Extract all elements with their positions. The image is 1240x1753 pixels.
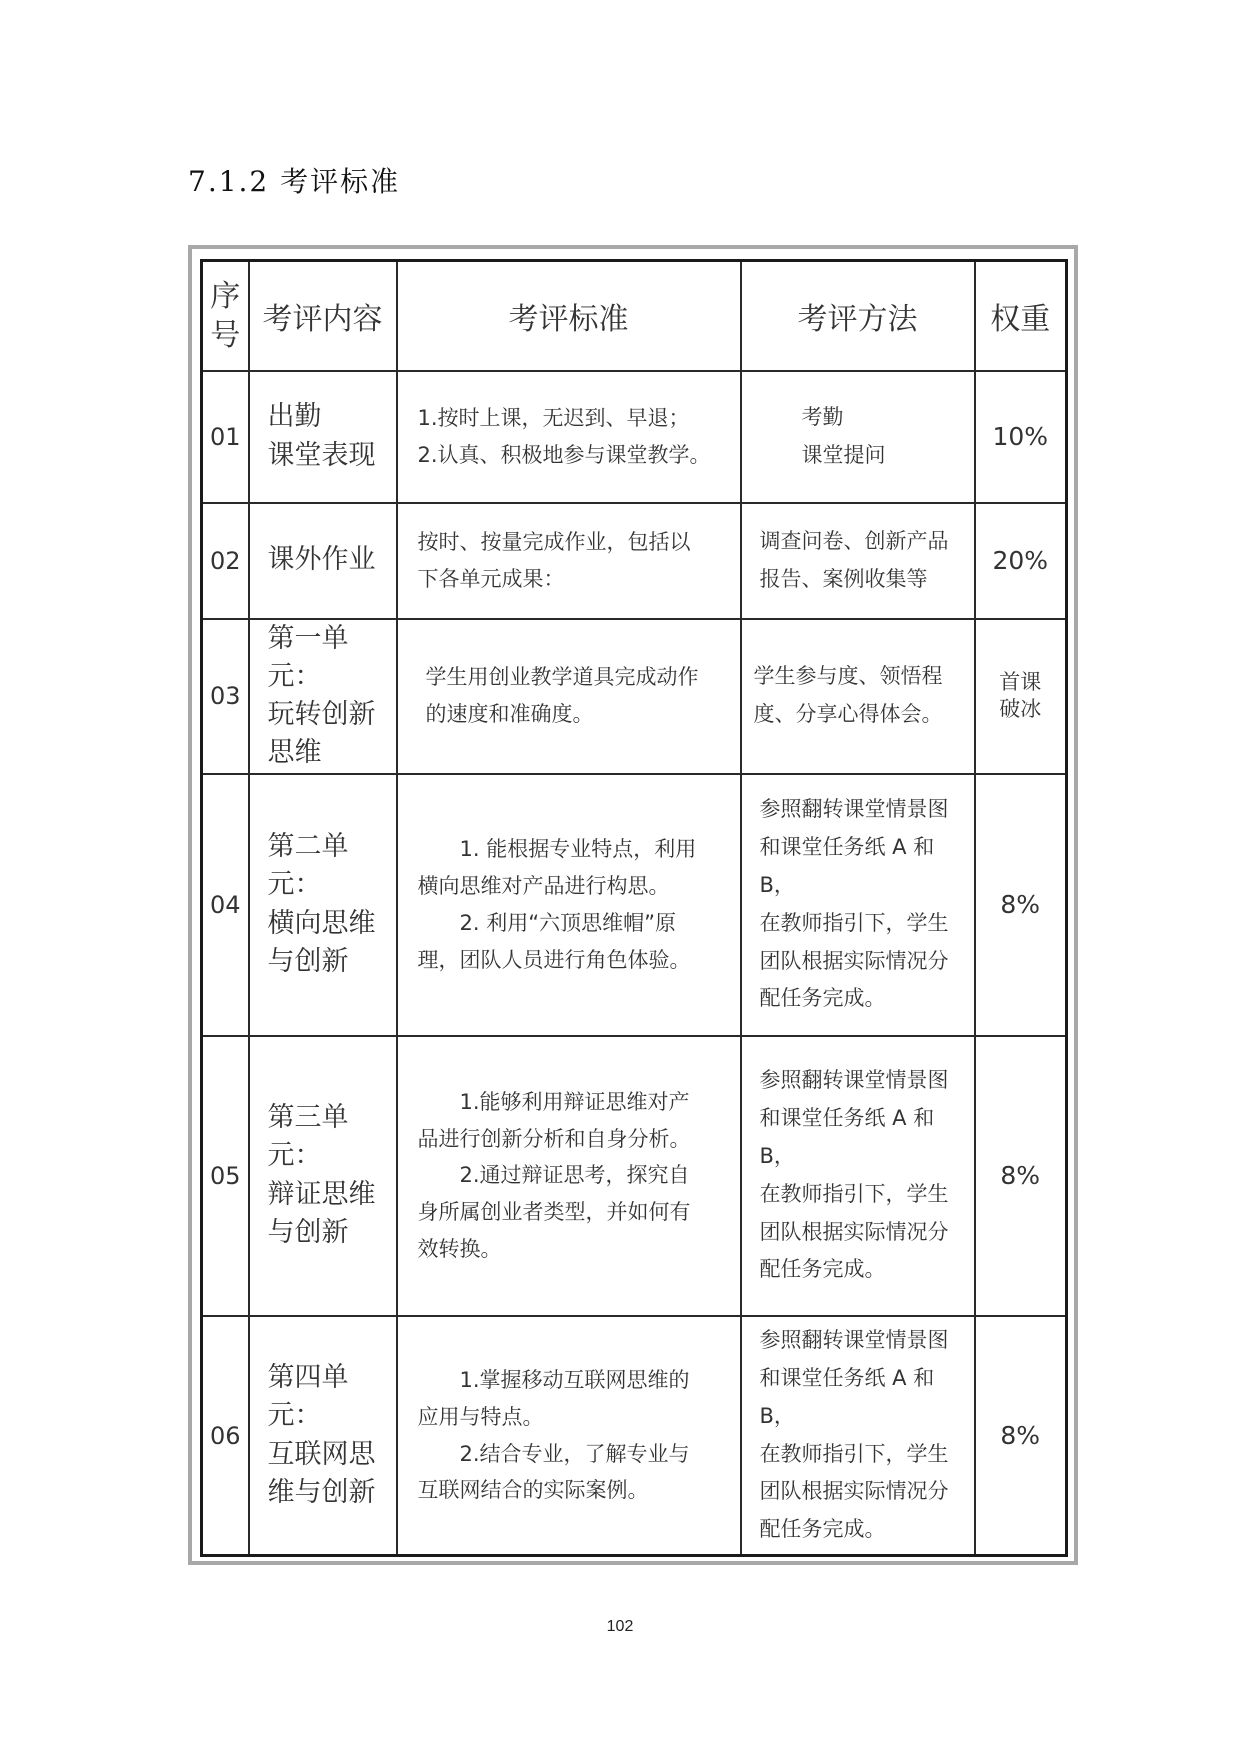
table-row (202, 503, 1067, 619)
row-item: 第四单元： 互联网思 维与创新 (249, 1316, 397, 1556)
row-no: 06 (202, 1316, 249, 1556)
row-no: 05 (202, 1036, 249, 1316)
evaluation-table-frame (188, 245, 1078, 1565)
row-no: 04 (202, 774, 249, 1036)
page-number: 102 (606, 1618, 634, 1635)
header-no: 序 号 (202, 261, 249, 371)
row-no: 03 (202, 619, 249, 774)
row-weight: 10% (975, 371, 1067, 503)
row-standard: 1. 能根据专业特点，利用 横向思维对产品进行构思。 2. 利用“六顶思维帽”原 理，团队人员进行角色体验。 (397, 774, 741, 1036)
table-row (202, 774, 1067, 1036)
row-method: 考勤 课堂提问 (741, 371, 975, 503)
header-item: 考评内容 (249, 261, 397, 371)
row-weight: 8% (975, 774, 1067, 1036)
row-standard: 学生用创业教学道具完成动作 的速度和准确度。 (397, 619, 741, 774)
row-weight: 8% (975, 1316, 1067, 1556)
row-method: 参照翻转课堂情景图 和课堂任务纸 A 和 B， 在教师指引下，学生 团队根据实际情况分 配任务完成。 (741, 774, 975, 1036)
row-no: 02 (202, 503, 249, 619)
header-standard: 考评标准 (397, 261, 741, 371)
row-standard: 按时、按量完成作业，包括以 下各单元成果： (397, 503, 741, 619)
table-row (202, 619, 1067, 774)
row-method: 参照翻转课堂情景图 和课堂任务纸 A 和 B， 在教师指引下，学生 团队根据实际情况分 配任务完成。 (741, 1036, 975, 1316)
row-method: 调查问卷、创新产品 报告、案例收集等 (741, 503, 975, 619)
row-weight: 首课 破冰 (975, 619, 1067, 774)
row-item: 第二单元： 横向思维 与创新 (249, 774, 397, 1036)
row-item: 出勤 课堂表现 (249, 371, 397, 503)
row-weight: 8% (975, 1036, 1067, 1316)
header-method: 考评方法 (741, 261, 975, 371)
row-standard: 1.掌握移动互联网思维的 应用与特点。 2.结合专业，了解专业与 互联网结合的实际案例。 (397, 1316, 741, 1556)
row-method: 参照翻转课堂情景图 和课堂任务纸 A 和 B， 在教师指引下，学生 团队根据实际情况分 配任务完成。 (741, 1316, 975, 1556)
section-title: 7.1.2 考评标准 (188, 165, 401, 198)
table-row (202, 371, 1067, 503)
table-row (202, 1316, 1067, 1556)
header-weight: 权重 (975, 261, 1067, 371)
row-weight: 20% (975, 503, 1067, 619)
row-item: 第三单元： 辩证思维 与创新 (249, 1036, 397, 1316)
row-no: 01 (202, 371, 249, 503)
row-method: 学生参与度、领悟程 度、分享心得体会。 (741, 619, 975, 774)
row-standard: 1.按时上课，无迟到、早退； 2.认真、积极地参与课堂教学。 (397, 371, 741, 503)
evaluation-table (200, 259, 1068, 1557)
row-item: 课外作业 (249, 503, 397, 619)
table-row (202, 1036, 1067, 1316)
table-header-row (202, 261, 1067, 371)
row-item: 第一单元： 玩转创新 思维 (249, 619, 397, 774)
row-standard: 1.能够利用辩证思维对产 品进行创新分析和自身分析。 2.通过辩证思考，探究自 身所属创业者类型，并如何有 效转换。 (397, 1036, 741, 1316)
